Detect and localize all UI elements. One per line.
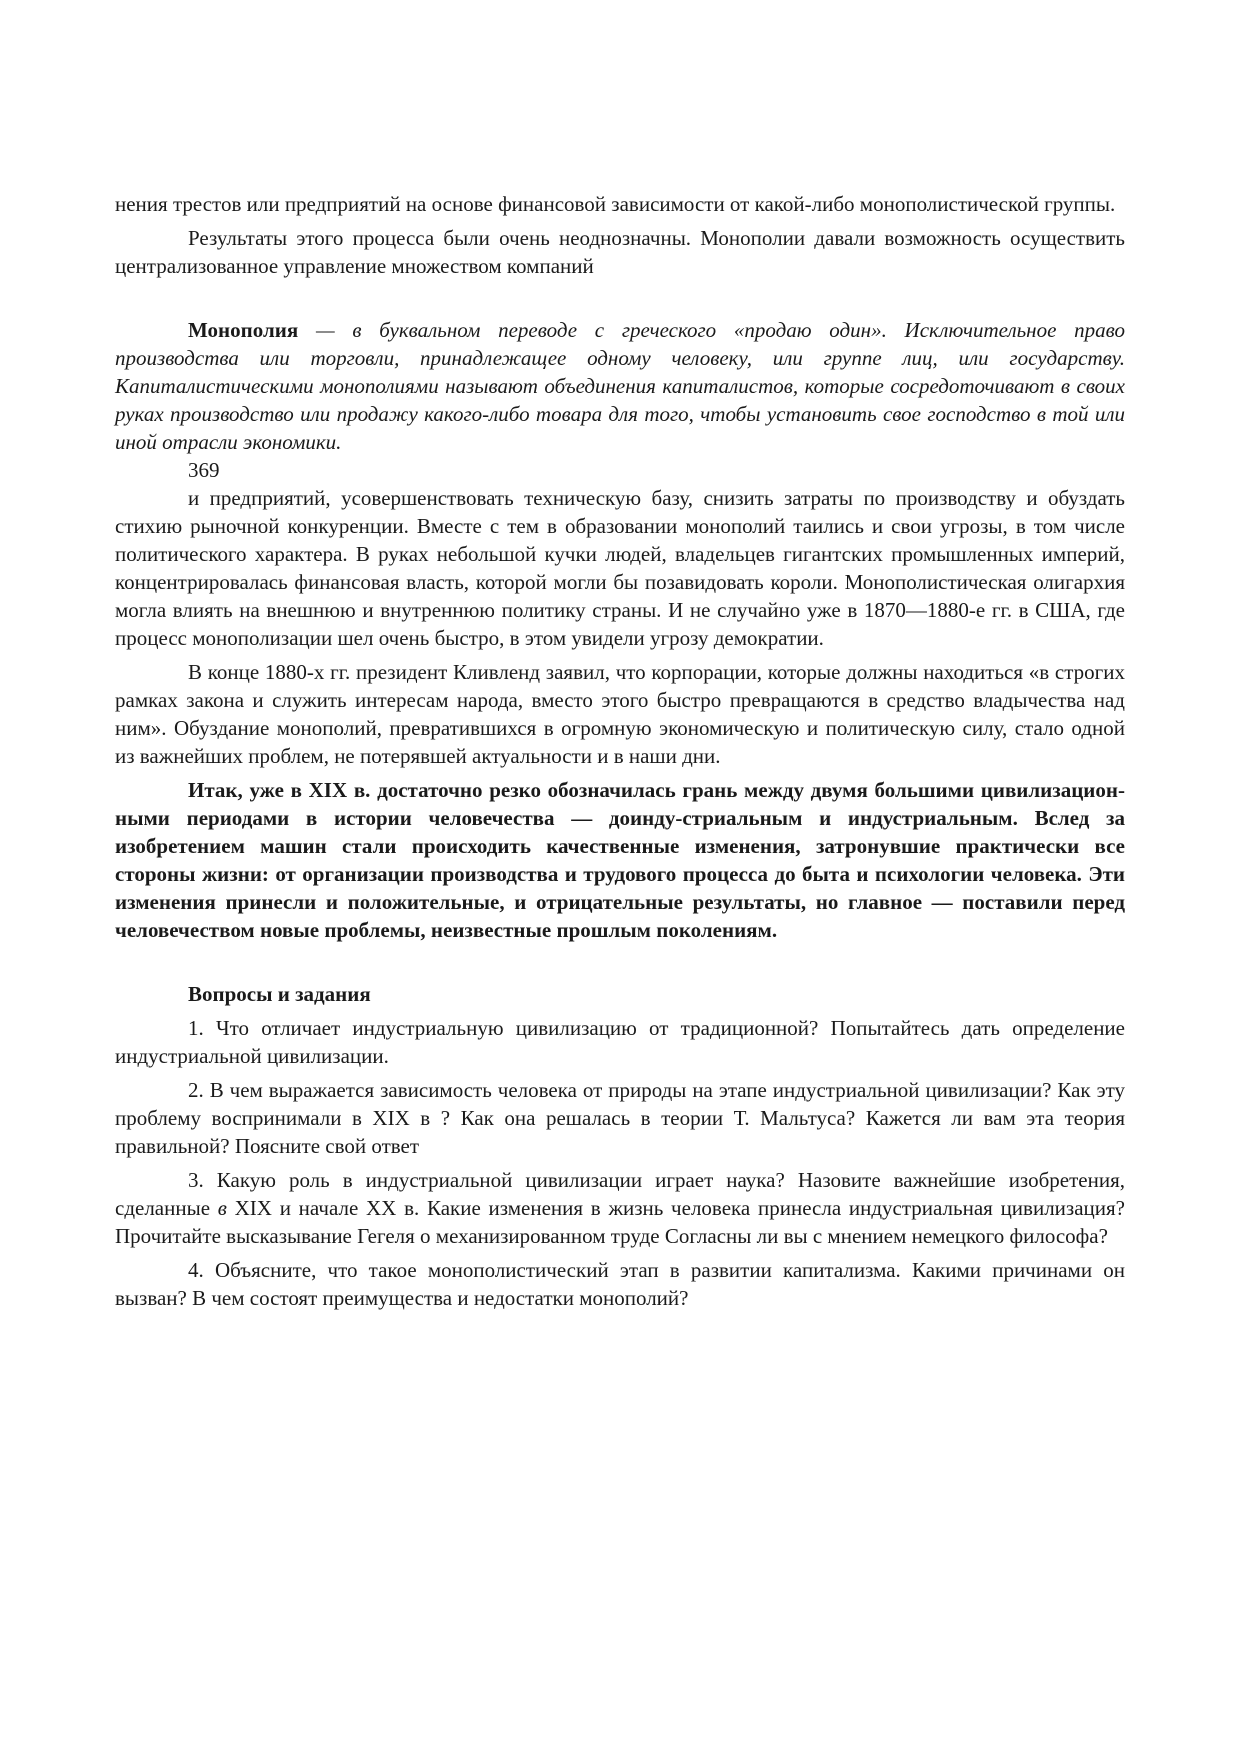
paragraph-cleveland: В конце 1880-х гг. президент Кливленд заявил, что корпорации, которые должны находиться «в строгих рамках закона и служить интересам народа, вместо этого быстро превращаются в средство владычества над ним». Обуздание монополий, превратившихся в огромную экономическую и политическую силу, стало одной из важнейших проблем, не потерявшей актуальности и в наши дни. bbox=[115, 660, 1125, 768]
page-number: 369 bbox=[188, 458, 220, 482]
questions-heading: Вопросы и задания bbox=[188, 982, 371, 1006]
question-3-part-c: XIX и начале XX в. Какие изменения в жизнь человека принесла индустриальная цивилизация? Прочитайте высказывание Гегеля о механизированном труде Согласны ли вы с мнением немецкого философа? bbox=[115, 1196, 1125, 1248]
question-4: 4. Объясните, что такое монополистический этап в развитии капитализма. Какими причинами он вызван? В чем состоят преимущества и недостатки монополий? bbox=[115, 1258, 1125, 1310]
question-3-part-b: в bbox=[217, 1196, 227, 1220]
question-3-part-a: 3. Какую роль в индустриальной цивилизации играет наука? Назовите важнейшие изобретения, сделанные bbox=[115, 1168, 1125, 1220]
summary-paragraph: Итак, уже в XIX в. достаточно резко обозначилась грань между двумя большими цивилизацион-ными периодами в истории человечества — доинду-стриальным и индустриальным. Вслед за изобретением машин стали происходить качественные изменения, затронувшие практически все стороны жизни: от организации производства и трудового процесса до быта и психологии человека. Эти изменения принесли и положительные, и отрицательные результаты, но главное — поставили перед человечеством новые проблемы, неизвестные прошлым поколениям. bbox=[115, 778, 1125, 942]
paragraph-threats: и предприятий, усовершенствовать техническую базу, снизить затраты по производству и обуздать стихию рыночной конкуренции. Вместе с тем в образовании монополий таились и свои угрозы, в том числе политического характера. В руках небольшой кучки людей, владельцев гигантских промышленных империй, концентрировалась финансовая власть, которой могли бы позавидовать короли. Монополистическая олигархия могла влиять на внешнюю и внутреннюю политику страны. И не случайно уже в 1870—1880-е гг. в США, где процесс монополизации шел очень быстро, в этом увидели угрозу демократии. bbox=[115, 486, 1125, 650]
definition-text: — в буквальном переводе с греческого «продаю один». Исключительное право производства или торговли, принадлежащее одному человеку, или группе лиц, или государству. Капиталистическими монополиями называют объединения капиталистов, которые сосредоточивают в своих руках производство или продажу какого-либо товара для того, чтобы установить свое господство в той или иной отрасли экономики. bbox=[115, 318, 1125, 454]
paragraph-continuation: нения трестов или предприятий на основе финансовой зависимости от какой-либо монополистической группы. bbox=[115, 192, 1116, 216]
document-page bbox=[115, 190, 1125, 1312]
paragraph-results: Результаты этого процесса были очень неоднозначны. Монополии давали возможность осуществить централизованное управление множеством компаний bbox=[115, 226, 1125, 278]
definition-box bbox=[115, 316, 1125, 456]
question-1: 1. Что отличает индустриальную цивилизацию от традиционной? Попытайтесь дать определение индустриальной цивилизации. bbox=[115, 1016, 1125, 1068]
question-3 bbox=[115, 1166, 1125, 1250]
question-2: 2. В чем выражается зависимость человека от природы на этапе индустриальной цивилизации? Как эту проблему воспринимали в XIX в ? Как она решалась в теории Т. Мальтуса? Кажется ли вам эта теория правильной? Поясните свой ответ bbox=[115, 1078, 1125, 1158]
definition-term: Монополия bbox=[188, 318, 299, 342]
